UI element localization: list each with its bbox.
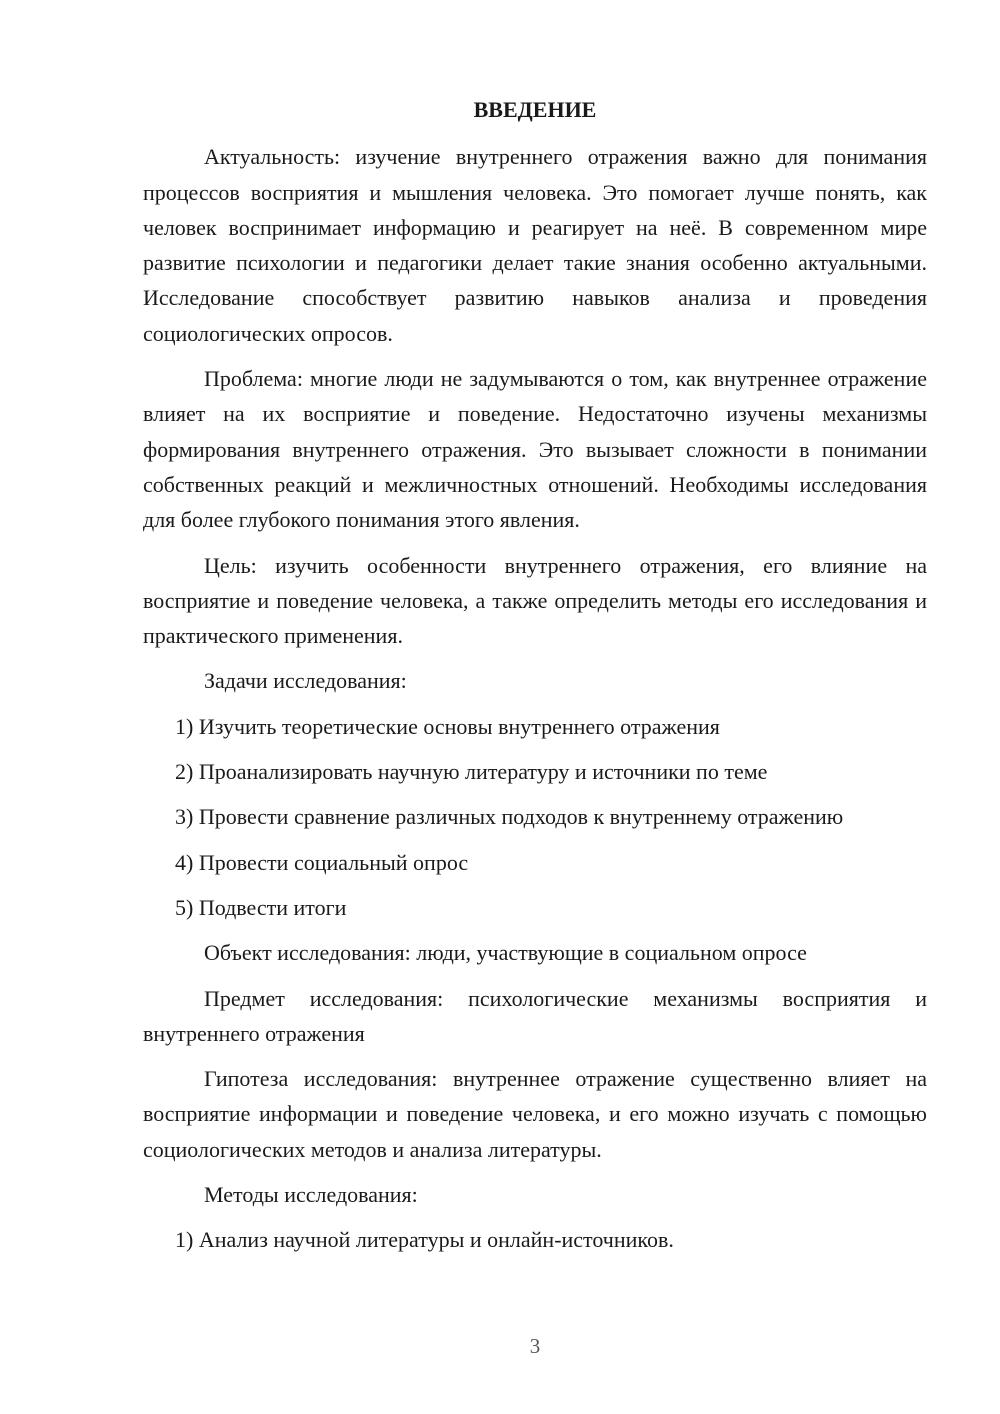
list-item: 5) Подвести итоги <box>175 894 347 920</box>
tasks-heading: Задачи исследования: <box>204 668 407 694</box>
methods-list <box>143 1222 927 1257</box>
list-item: 2) Проанализировать научную литературу и источники по теме <box>175 759 768 785</box>
paragraph-subject: Предмет исследования: психологические механизмы восприятия и внутреннего отражения <box>143 985 927 1046</box>
list-item: 1) Анализ научной литературы и онлайн-источников. <box>175 1227 674 1253</box>
tasks-list <box>143 709 927 925</box>
list-item: 3) Провести сравнение различных подходов к внутреннему отражению <box>175 804 844 830</box>
paragraph-relevance: Актуальность: изучение внутреннего отражения важно для понимания процессов восприятия и мышления человека. Это помогает лучше понять, как человек воспринимает информацию и реагирует на неё. В современном мире развитие психологии и педагогики делает такие знания особенно актуальными. Исследование способствует развитию навыков анализа и проведения социологических опросов. <box>143 144 927 346</box>
list-item: 4) Провести социальный опрос <box>175 849 469 875</box>
methods-heading: Методы исследования: <box>204 1182 418 1208</box>
paragraph-hypothesis: Гипотеза исследования: внутреннее отражение существенно влияет на восприятие информации и поведение человека, и его можно изучать с помощью социологических методов и анализа литературы. <box>143 1066 927 1162</box>
paragraph-object: Объект исследования: люди, участвующие в социальном опросе <box>204 940 807 966</box>
page-number: 3 <box>529 1334 541 1358</box>
page-title: ВВЕДЕНИЕ <box>473 97 597 122</box>
list-item: 1) Изучить теоретические основы внутреннего отражения <box>175 713 720 739</box>
paragraph-goal: Цель: изучить особенности внутреннего отражения, его влияние на восприятие и поведение человека, а также определить методы его исследования и практического применения. <box>143 552 927 649</box>
page-content <box>143 92 927 1268</box>
paragraph-problem: Проблема: многие люди не задумываются о том, как внутреннее отражение влияет на их восприятие и поведение. Недостаточно изучены механизмы формирования внутреннего отражения. Это вызывает сложности в понимании собственных реакций и межличностных отношений. Необходимы исследования для более глубокого понимания этого явления. <box>143 366 927 533</box>
